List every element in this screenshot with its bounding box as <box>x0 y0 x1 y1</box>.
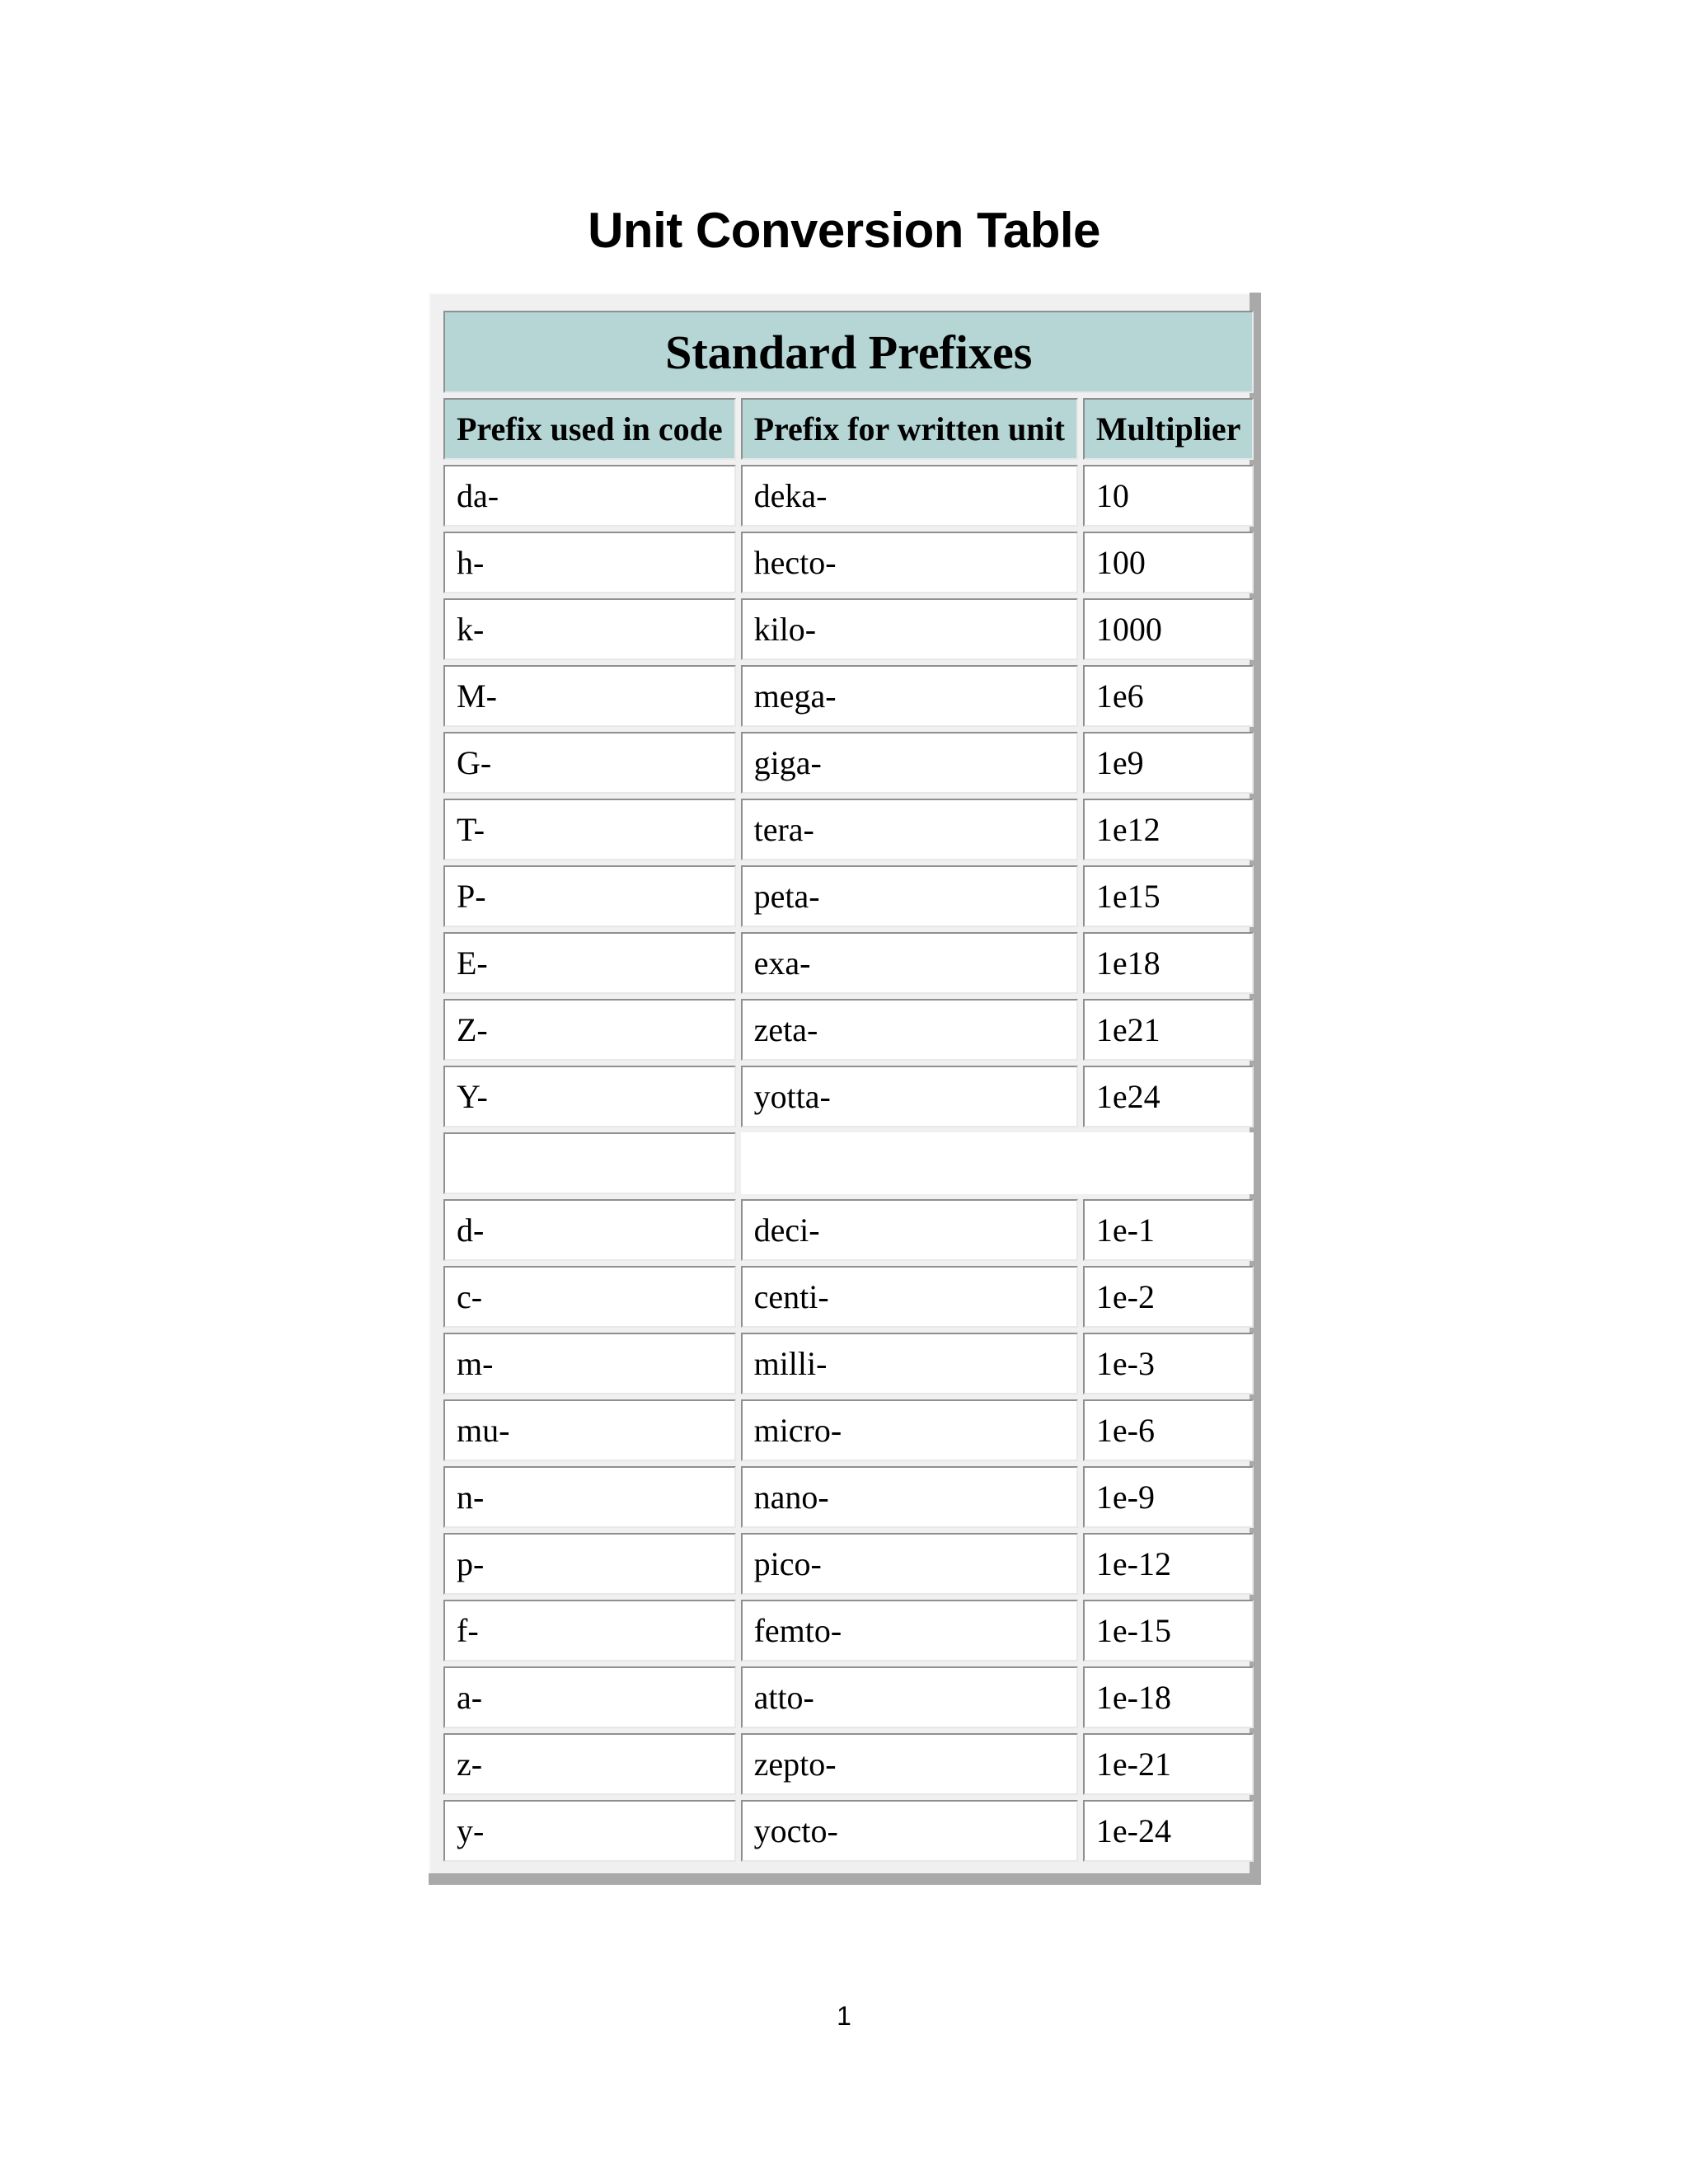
code-prefix-cell: p- <box>443 1533 736 1595</box>
column-header-multiplier: Multiplier <box>1083 398 1254 460</box>
written-prefix-cell: atto- <box>741 1666 1078 1728</box>
column-header-written-prefix: Prefix for written unit <box>741 398 1078 460</box>
multiplier-cell: 1e24 <box>1083 1066 1254 1127</box>
code-prefix-cell: da- <box>443 465 736 527</box>
separator-row <box>443 1132 1254 1194</box>
code-prefix-cell: a- <box>443 1666 736 1728</box>
multiplier-cell: 1e-3 <box>1083 1333 1254 1394</box>
page-number: 1 <box>837 2001 851 2031</box>
blank-cell <box>443 1132 736 1194</box>
column-header-code-prefix: Prefix used in code <box>443 398 736 460</box>
written-prefix-cell: nano- <box>741 1466 1078 1528</box>
code-prefix-cell: G- <box>443 732 736 794</box>
code-prefix-cell: M- <box>443 665 736 727</box>
table-row <box>443 1199 1254 1261</box>
multiplier-cell: 1e18 <box>1083 932 1254 994</box>
table-row <box>443 1399 1254 1461</box>
table-row <box>443 1333 1254 1394</box>
multiplier-cell: 1e6 <box>1083 665 1254 727</box>
code-prefix-cell: f- <box>443 1600 736 1661</box>
code-prefix-cell: z- <box>443 1733 736 1795</box>
code-prefix-cell: Z- <box>443 999 736 1061</box>
code-prefix-cell: mu- <box>443 1399 736 1461</box>
table-row <box>443 465 1254 527</box>
code-prefix-cell: Y- <box>443 1066 736 1127</box>
header-row <box>443 398 1254 460</box>
table-row <box>443 732 1254 794</box>
written-prefix-cell: milli- <box>741 1333 1078 1394</box>
code-prefix-cell: E- <box>443 932 736 994</box>
written-prefix-cell: giga- <box>741 732 1078 794</box>
multiplier-cell: 10 <box>1083 465 1254 527</box>
code-prefix-cell: T- <box>443 799 736 860</box>
written-prefix-cell: zeta- <box>741 999 1078 1061</box>
multiplier-cell: 1e-24 <box>1083 1800 1254 1862</box>
written-prefix-cell: yotta- <box>741 1066 1078 1127</box>
multiplier-cell: 1e-18 <box>1083 1666 1254 1728</box>
multiplier-cell: 1e-21 <box>1083 1733 1254 1795</box>
multiplier-cell: 1e21 <box>1083 999 1254 1061</box>
table-row <box>443 799 1254 860</box>
table-caption: Standard Prefixes <box>443 311 1254 393</box>
code-prefix-cell: m- <box>443 1333 736 1394</box>
table-row <box>443 999 1254 1061</box>
table-row <box>443 1733 1254 1795</box>
table-row <box>443 1266 1254 1328</box>
written-prefix-cell: exa- <box>741 932 1078 994</box>
written-prefix-cell: femto- <box>741 1600 1078 1661</box>
multiplier-cell: 1e9 <box>1083 732 1254 794</box>
code-prefix-cell: h- <box>443 532 736 593</box>
code-prefix-cell: d- <box>443 1199 736 1261</box>
caption-row <box>443 311 1254 393</box>
written-prefix-cell: tera- <box>741 799 1078 860</box>
multiplier-cell: 1e15 <box>1083 865 1254 927</box>
table-row <box>443 932 1254 994</box>
written-prefix-cell: deci- <box>741 1199 1078 1261</box>
multiplier-cell: 1e-6 <box>1083 1399 1254 1461</box>
multiplier-cell: 1e-2 <box>1083 1266 1254 1328</box>
multiplier-cell: 1e-1 <box>1083 1199 1254 1261</box>
code-prefix-cell: k- <box>443 598 736 660</box>
code-prefix-cell: P- <box>443 865 736 927</box>
table-row <box>443 1466 1254 1528</box>
written-prefix-cell: yocto- <box>741 1800 1078 1862</box>
multiplier-cell: 100 <box>1083 532 1254 593</box>
written-prefix-cell: pico- <box>741 1533 1078 1595</box>
multiplier-cell: 1e-15 <box>1083 1600 1254 1661</box>
table-row <box>443 1533 1254 1595</box>
table-row <box>443 665 1254 727</box>
prefix-table-frame <box>429 293 1261 1885</box>
table-row <box>443 532 1254 593</box>
code-prefix-cell: c- <box>443 1266 736 1328</box>
multiplier-cell: 1e-12 <box>1083 1533 1254 1595</box>
table-row <box>443 1666 1254 1728</box>
table-row <box>443 598 1254 660</box>
written-prefix-cell: centi- <box>741 1266 1078 1328</box>
empty-space <box>741 1132 1254 1194</box>
table-row <box>443 1800 1254 1862</box>
multiplier-cell: 1e12 <box>1083 799 1254 860</box>
code-prefix-cell: y- <box>443 1800 736 1862</box>
table-row <box>443 865 1254 927</box>
table-row <box>443 1600 1254 1661</box>
written-prefix-cell: kilo- <box>741 598 1078 660</box>
written-prefix-cell: micro- <box>741 1399 1078 1461</box>
multiplier-cell: 1000 <box>1083 598 1254 660</box>
table-row <box>443 1066 1254 1127</box>
written-prefix-cell: peta- <box>741 865 1078 927</box>
multiplier-cell: 1e-9 <box>1083 1466 1254 1528</box>
code-prefix-cell: n- <box>443 1466 736 1528</box>
written-prefix-cell: hecto- <box>741 532 1078 593</box>
written-prefix-cell: zepto- <box>741 1733 1078 1795</box>
standard-prefixes-table <box>438 306 1259 1867</box>
document-title: Unit Conversion Table <box>588 203 1100 258</box>
written-prefix-cell: deka- <box>741 465 1078 527</box>
written-prefix-cell: mega- <box>741 665 1078 727</box>
